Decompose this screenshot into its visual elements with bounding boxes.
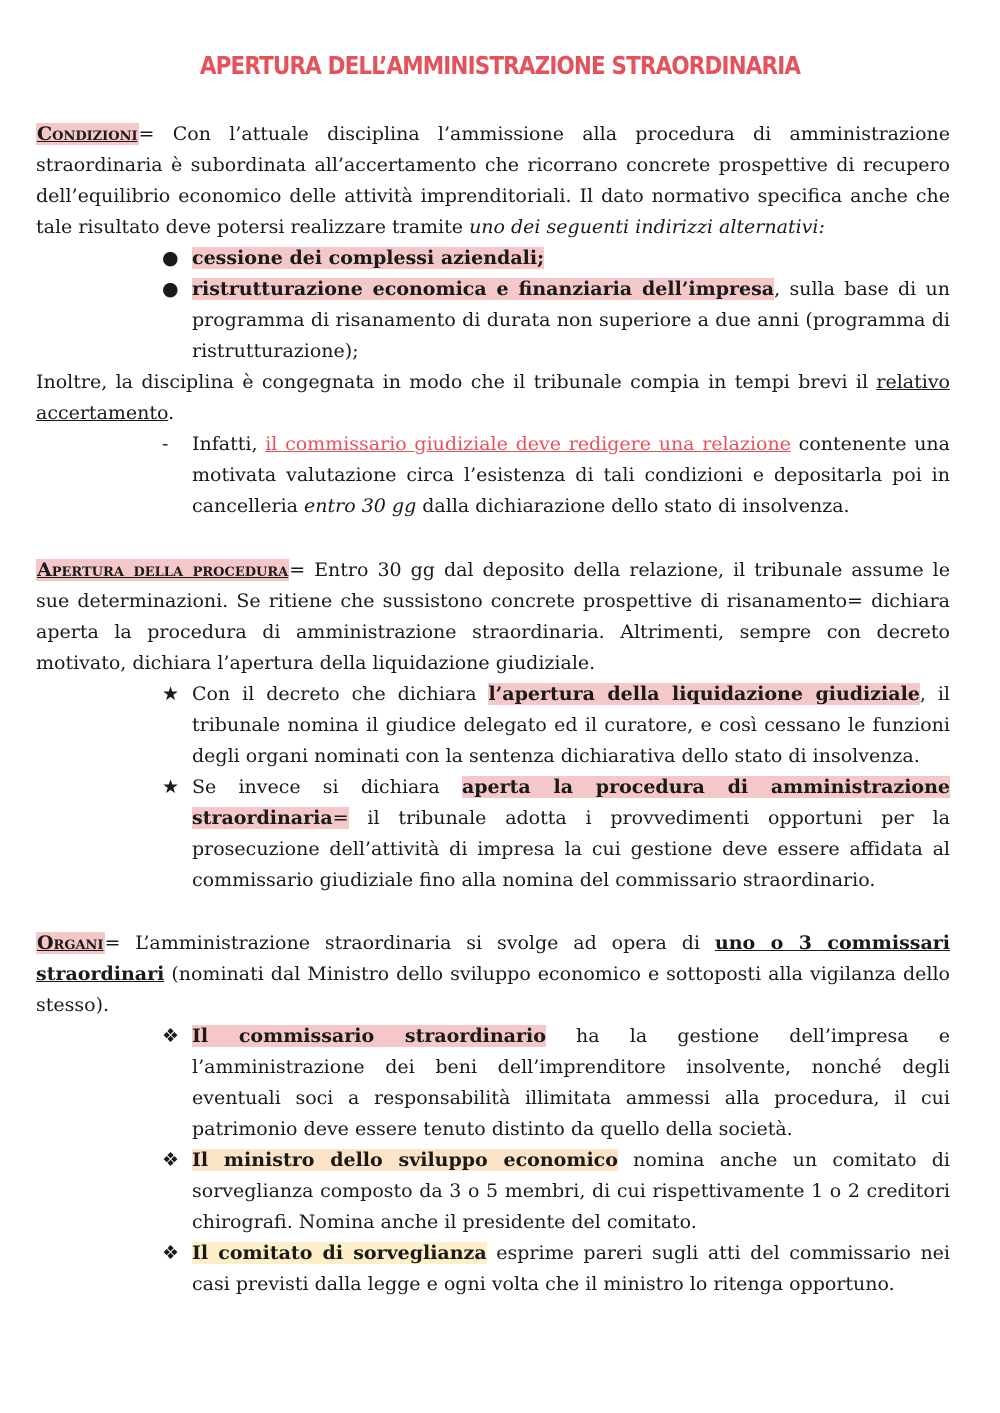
list-item: [36, 1238, 950, 1300]
star-text-pre: Se invece si dichiara: [192, 776, 462, 798]
star-text: , il tribunale nomina il giudice delegato ed il curatore, e così cessano le funzioni degli organi nominati con la sentenza dichiarativa dello stato di insolvenza.: [192, 683, 951, 767]
bullet-text: cessione dei complessi aziendali;: [192, 247, 545, 269]
list-item: [36, 772, 950, 896]
section-condizioni: [36, 119, 950, 522]
star-icon: ★: [162, 776, 180, 798]
condizioni-paragraph-2: [36, 367, 950, 429]
condizioni-dash-list: [36, 429, 950, 522]
organi-paragraph: [36, 928, 950, 1021]
condizioni-equals: =: [138, 123, 155, 145]
bullet-highlight: ristrutturazione economica e finanziaria dell’impresa: [192, 278, 775, 300]
diamond-icon: ❖: [162, 1149, 180, 1171]
diamond-text: ha la gestione dell’impresa e l’amministrazione dei beni dell’imprenditore insolvente, nonché degli eventuali soci a responsabilità illimitata ammessi alla procedura, il cui patrimonio deve essere tenuto distinto da quello della società.: [192, 1025, 950, 1140]
organi-diamond-list: [36, 1021, 950, 1300]
star-highlight: aperta la procedura di amministrazione straordinaria: [192, 776, 951, 829]
section-apertura: [36, 555, 950, 896]
apertura-heading: Apertura della procedura: [37, 559, 289, 581]
organi-heading: Organi: [37, 932, 104, 954]
bullet-text: , sulla base di un programma di risanamento di durata non superiore a due anni (programma di ristrutturazione);: [192, 278, 950, 362]
diamond-highlight: Il comitato di sorveglianza: [192, 1242, 487, 1264]
section-organi: [36, 928, 950, 1300]
star-text-pre: Con il decreto che dichiara: [192, 683, 489, 705]
diamond-highlight: Il commissario straordinario: [192, 1025, 546, 1047]
organi-text: (nominati dal Ministro dello sviluppo economico e sottoposti alla vigilanza dello stesso).: [36, 963, 950, 1016]
organi-equals: =: [104, 932, 121, 954]
bullet-icon: ●: [162, 247, 179, 269]
dash-italic: entro 30 gg: [304, 495, 417, 517]
list-item: [36, 274, 950, 367]
condizioni-text-2: Inoltre, la disciplina è congegnata in modo che il tribunale compia in tempi brevi il: [36, 371, 877, 393]
apertura-text: Entro 30 gg dal deposito della relazione, il tribunale assume le sue determinazioni. Se ritiene che sussistono concrete prospettive di risanamento= dichiara aperta la procedura di amministrazione straordinaria. Altrimenti, sempre con decreto motivato, dichiara l’apertura della liquidazione giudiziale.: [36, 559, 950, 674]
organi-underlined: uno o 3 commissari straordinari: [36, 932, 950, 985]
condizioni-underlined: relativo accertamento: [36, 371, 950, 424]
apertura-paragraph: [36, 555, 950, 679]
diamond-highlight: Il ministro dello sviluppo economico: [192, 1149, 618, 1171]
condizioni-bullet-list: [36, 243, 950, 367]
star-icon: ★: [162, 683, 180, 705]
diamond-icon: ❖: [162, 1242, 180, 1264]
dash-red-text: il commissario giudiziale deve redigere una relazione: [265, 433, 791, 455]
condizioni-text: Con l’attuale disciplina l’ammissione alla procedura di amministrazione straordinaria è subordinata all’accertamento che ricorrano concrete prospettive di recupero dell’equilibrio economico delle attività imprenditoriali. Il dato normativo specifica anche che tale risultato deve potersi realizzare tramite: [36, 123, 950, 238]
dash-text-mid: contenente una motivata valutazione circa l’esistenza di tali condizioni e depositarla poi in cancelleria: [192, 433, 950, 517]
condizioni-heading: Condizioni: [37, 123, 138, 145]
page-title: APERTURA DELL’AMMINISTRAZIONE STRAORDINARIA: [199, 51, 801, 80]
bullet-icon: ●: [162, 278, 179, 300]
apertura-star-list: [36, 679, 950, 896]
list-item: [36, 1021, 950, 1145]
star-highlight: l’apertura della liquidazione giudiziale: [488, 683, 920, 705]
diamond-text: esprime pareri sugli atti del commissario nei casi previsti dalla legge e ogni volta che il ministro lo ritenga opportuno.: [192, 1242, 950, 1295]
dash-icon: -: [162, 433, 169, 455]
star-equals: =: [332, 807, 349, 829]
diamond-icon: ❖: [162, 1025, 180, 1047]
diamond-text: nomina anche un comitato di sorveglianza composto da 3 o 5 membri, di cui rispettivamente 1 o 2 creditori chirografi. Nomina anche il presidente del comitato.: [192, 1149, 950, 1233]
apertura-equals: =: [289, 559, 306, 581]
list-item: [36, 1145, 950, 1238]
condizioni-text-2-end: .: [168, 402, 175, 424]
organi-text-pre: L’amministrazione straordinaria si svolge ad opera di: [120, 932, 715, 954]
star-text: il tribunale adotta i provvedimenti opportuni per la prosecuzione dell’attività di impresa la cui gestione deve essere affidata al commissario giudiziale fino alla nomina del commissario straordinario.: [192, 807, 950, 891]
condizioni-paragraph: [36, 119, 950, 243]
list-item: [36, 243, 950, 274]
dash-text-pre: Infatti,: [192, 433, 266, 455]
list-item: [36, 679, 950, 772]
list-item: [36, 429, 950, 522]
condizioni-text-italic: uno dei seguenti indirizzi alternativi:: [469, 216, 825, 238]
dash-text-end: dalla dichiarazione dello stato di insolvenza.: [416, 495, 850, 517]
